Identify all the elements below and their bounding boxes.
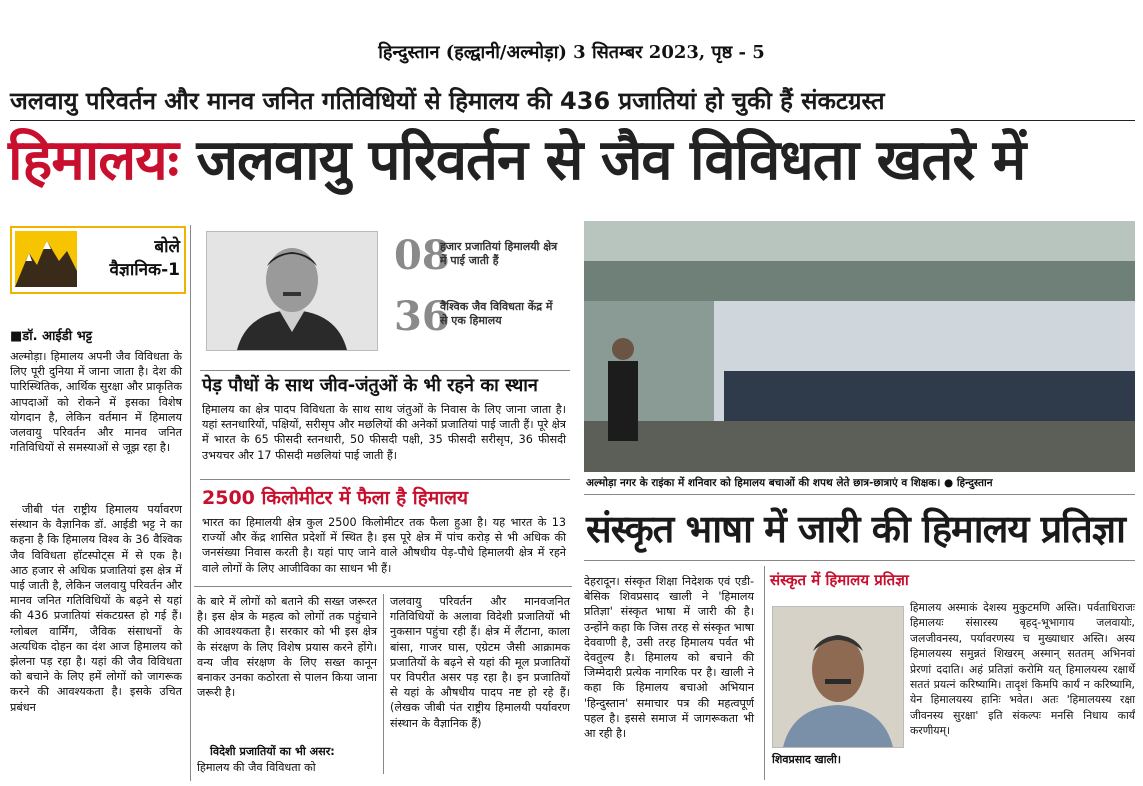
masthead: हिन्दुस्तान (हल्द्वानी/अल्मोड़ा) 3 सितम्बर 2023, पृष्ठ - 5 [378,42,765,63]
story2-headline: संस्कृत भाषा में जारी की हिमालय प्रतिज्ञा [586,507,1125,551]
divider [584,494,1135,495]
column-rule [764,566,765,780]
stat-number-2: 36 [394,293,450,340]
mid-column-2: जलवायु परिवर्तन और मानवजनित गतिविधियों के अलावा विदेशी प्रजातियों भी नुकसान पहुंचा रही हैं। क्षेत्र में लैंटाना, काला बांसा, गाजर घास, एग्रेटम जैसी आक्रामक प्रजातियों के बढ़ने से यहां की मूल प्रजातियों पर विपरीत असर पड़ रहा है। इन प्रजातियों से यहां के औषधीय पादप नष्ट हो रहे हैं। (लेखक जीबी पंत राष्ट्रीय हिमालयी पर्यावरण संस्थान के वैज्ञानिक हैं) [390,595,570,730]
story2-box-text: हिमालय अस्माकं देशस्य मुकुटमणि अस्ति। पर्वताधिराजः हिमालयः संसारस्य बृहद्-भूभागाय जलवायोः, जलजीवनस्य, पर्यावरणस्य च मुख्याधार अस्ति। अस्य हिमालयस्य समुन्नतं शिखरम् अस्मान् सततम् अभिनवां प्रेरणां ददाति। अहं प्रतिज्ञां करोमि यत् हिमालयस्य रक्षार्थे सततं प्रयत्नं करिष्यामि। तादृशं किमपि कार्यं न करिष्यामि, येन हिमालयस्य हानिः भवेत। अतः 'हिमालयस्य रक्षा जीवनस्य सुरक्षा' इति संकल्पः मनसि निधाय कार्यं करणीयम्। [910,601,1135,738]
section1-heading: पेड़ पौधों के साथ जीव-जंतुओं के भी रहने का स्थान [202,375,538,396]
portrait-caption: शिवप्रसाद खाली। [772,753,841,766]
khali-portrait [772,606,904,748]
story2-box-title: संस्कृत में हिमालय प्रतिज्ञा [770,571,909,589]
section2-heading: 2500 किलोमीटर में फैला है हिमालय [202,487,468,509]
headline-rest: जलवायु परिवर्तन से जैव विविधता खतरे में [178,128,1026,193]
person-icon [207,232,377,350]
mid-column-tail: हिमालय की जैव विविधता को [197,761,316,774]
kicker-headline: जलवायु परिवर्तन और मानव जनित गतिविधियों से हिमालय की 436 प्रजातियां हो चुकी हैं संकटग्रस्त [10,87,885,115]
byline: ■डॉ. आईडी भट्ट [10,329,93,344]
stat-text-1: हजार प्रजातियां हिमालयी क्षेत्र में पाई जाती हैं [440,240,558,267]
students-photo [584,221,1135,472]
main-headline [8,125,1143,197]
column-rule [383,594,384,774]
column-para1: अल्मोड़ा। हिमालय अपनी जैव विविधता के लिए पूरी दुनिया में जाना जाता है। देश की पारिस्थितिक, आर्थिक सुरक्षा और प्राकृतिक आपदाओं को रोकने में इसका विशेष योगदान है, लेकिन वर्तमान में हिमालय जलवायु परिवर्तन और मानव जनित गतिविधियों से समस्याओं से जूझ रहा है। [10,350,182,455]
logo-line1: बोले [154,237,180,257]
divider [200,479,570,480]
students-oath-image [584,221,1135,472]
stat-text-2: वैश्विक जैव विविधता केंद्र में से एक हिमालय [440,300,553,327]
stat-number-1: 08 [394,232,450,279]
photo-caption: अल्मोड़ा नगर के राइंका में शनिवार को हिमालय बचाओं की शपथ लेते छात्र-छात्राएं व शिक्षक। ● हिन्दुस्तान [586,477,993,489]
section1-body: हिमालय का क्षेत्र पादप विविधता के साथ साथ जंतुओं के निवास के लिए जाना जाता है। यहां स्तनधारियों, पक्षियों, सरीसृप और मछलियों की अनेकों प्रजातियां पाई जाती हैं। पूरे क्षेत्र में भारत के 65 फीसदी स्तनधारी, 50 फीसदी पक्षी, 35 फीसदी सरीसृप, 36 फीसदी उभयचर और 17 फीसदी मछलियां पाई जाती हैं। [202,403,566,462]
divider [584,560,1135,561]
divider [200,370,570,371]
headline-red: हिमालयः [8,128,178,193]
column-rule [190,225,191,781]
divider [194,586,572,587]
column-para2: जीबी पंत राष्ट्रीय हिमालय पर्यावरण संस्थान के वैज्ञानिक डॉ. आईडी भट्ट ने का कहना है कि हिमालय विश्व के 36 वैश्विक जैव विविधता हॉटस्पोट्स में से एक है। आठ हजार से अधिक प्रजातियां इस क्षेत्र में पाई जाती है, लेकिन जलवायु परिवर्तन और मानव जनित गतिविधियों के बढ़ने से यहां की 436 प्रजातियां संकटग्रस्त हो गई हैं। ग्लोबल वार्मिंग, जैविक संसाधनों के अत्यधिक दोहन का दंश आज हिमालय को झेलना पड़ रहा है। यहां की जैव विविधता को बचाने के लिए हमें लोगों को जागरूक करने की आवश्यकता है। इसके उचित प्रबंधन [10,503,182,714]
column-logo [10,226,186,294]
mountain-icon [15,231,77,287]
divider [10,120,1135,121]
mid-column-1: के बारे में लोगों को बताने की सख्त जरूरत है। इस क्षेत्र के महत्व को लोगों तक पहुंचाने की आवश्यकता है। सरकार को भी इस क्षेत्र के संरक्षण के लिए विशेष प्रयास करने होंगे। वन्य जीव संरक्षण के लिए सख्त कानून बनाकर उनका कठोरता से पालन किया जाना जरूरी है। [197,595,377,700]
story2-body: देहरादून। संस्कृत शिक्षा निदेशक एवं एडी-बेसिक शिवप्रसाद खाली ने 'हिमालय प्रतिज्ञा' संस्कृत भाषा में जारी की है। उन्होंने कहा कि जिस तरह से संस्कृत भाषा देववाणी है, उसी तरह हिमालय पर्वत भी देवतुल्य है। हिमालय को बचाने की जिम्मेदारी प्रत्येक नागरिक पर है। खाली ने कहा कि हिमालय बचाओ अभियान 'हिन्दुस्तान' समाचार पत्र की महत्वपूर्ण पहल है। इससे समाज में जागरूकता भी आ रही है। [584,575,754,741]
section2-body: भारत का हिमालयी क्षेत्र कुल 2500 किलोमीटर तक फैला हुआ है। यह भारत के 13 राज्यों और केंद्र शासित प्रदेशों में स्थित है। इस पूरे क्षेत्र में पांच करोड़ से भी अधिक की जनसंख्या निवास करती है। यहां पाए जाने वाले औषधीय पेड़-पौधे हिमालयी क्षेत्र में रहने वाले लोगों के लिए आजीविका का साधन भी हैं। [202,516,566,575]
scientist-portrait [206,231,378,351]
person-icon [773,607,903,747]
logo-line2: वैज्ञानिक-1 [109,260,180,280]
mid-column-subhead: विदेशी प्रजातियों का भी असर: [210,745,335,758]
